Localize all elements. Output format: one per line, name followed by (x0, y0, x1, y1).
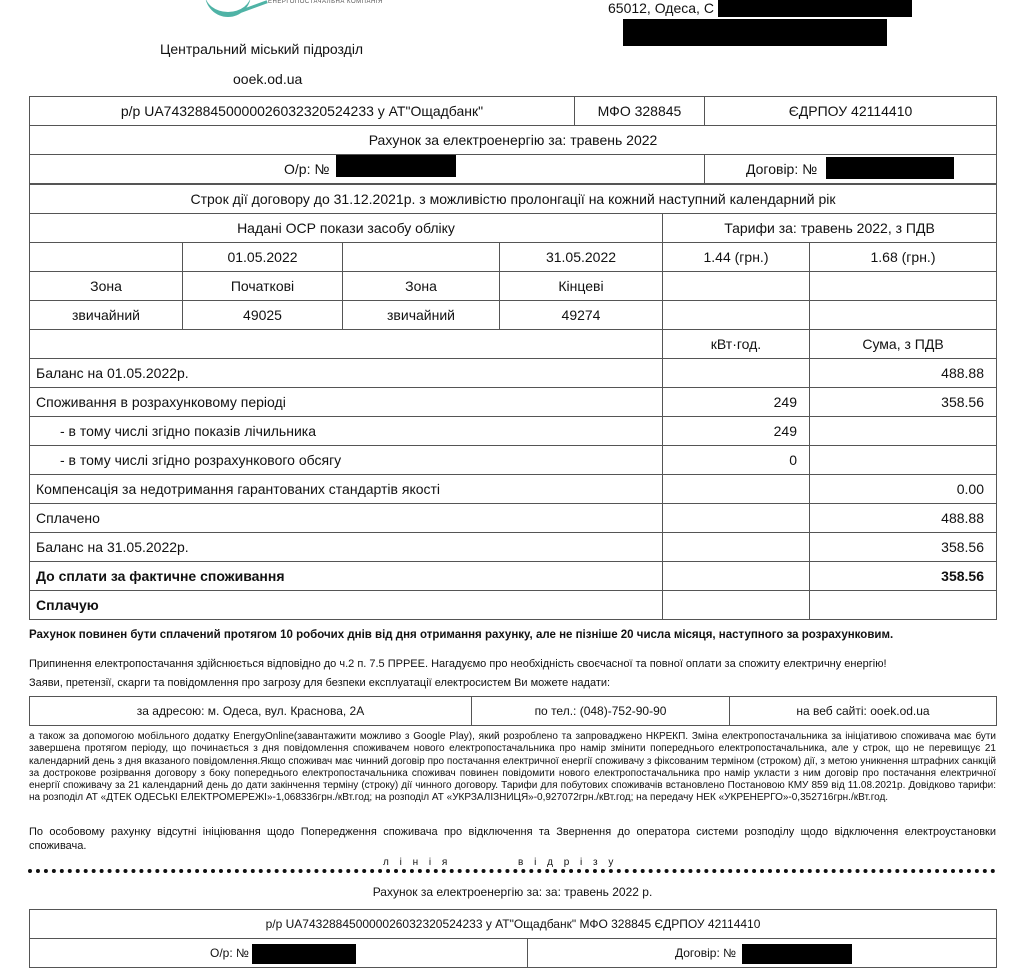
amount-due-row (30, 562, 997, 591)
summary-sum (810, 417, 997, 446)
summary-label: - в тому числі згідно розрахункового обсягу (30, 446, 663, 475)
contact-phone: по тел.: (048)-752-90-90 (472, 697, 730, 726)
tear-off-line (28, 869, 996, 873)
empty-cell (30, 243, 183, 272)
cut-line-word-1: л і н і я (383, 857, 452, 868)
contacts-table (29, 696, 997, 726)
stub-contract-label: Договір: № (675, 946, 736, 960)
summary-row (30, 504, 997, 533)
tariffs-title: Тарифи за: травень 2022, з ПДВ (663, 214, 997, 243)
summary-row (30, 446, 997, 475)
bill-title: Рахунок за електроенергію за: травень 2022 (30, 126, 997, 155)
redacted-address-2 (623, 19, 887, 46)
redacted-stub-contract (742, 944, 852, 964)
summary-label: Компенсація за недотримання гарантованих стандартів якості (30, 475, 663, 504)
zone-value-1: звичайний (30, 301, 183, 330)
reading-end-date: 31.05.2022 (500, 243, 663, 272)
empty-cell (30, 330, 663, 359)
summary-row (30, 388, 997, 417)
summary-kwh (663, 504, 810, 533)
redacted-contract-number (826, 157, 954, 179)
readings-title: Надані ОСР покази засобу обліку (30, 214, 663, 243)
tariff-2: 1.68 (грн.) (810, 243, 997, 272)
pay-row (30, 591, 997, 620)
summary-sum: 358.56 (810, 388, 997, 417)
cutoff-notice: Припинення електропостачання здійснюється відповідно до ч.2 п. 7.5 ПРРЕЕ. Нагадуємо про необхідність своєчасної та повної оплати за спожиту електричну енергію! (29, 658, 887, 670)
redacted-address (718, 0, 912, 17)
reading-start-date: 01.05.2022 (183, 243, 343, 272)
summary-sum (810, 446, 997, 475)
summary-sum: 0.00 (810, 475, 997, 504)
final-header: Кінцеві (500, 272, 663, 301)
summary-kwh (663, 475, 810, 504)
stub-bank-line: р/р UA743288450000026032320524233 у АТ"Ощадбанк" МФО 328845 ЄДРПОУ 42114410 (30, 910, 997, 939)
redacted-account-number (336, 155, 456, 177)
summary-label: - в тому числі згідно показів лічильника (30, 417, 663, 446)
summary-kwh: 0 (663, 446, 810, 475)
zone-header-2: Зона (343, 272, 500, 301)
summary-sum: 488.88 (810, 359, 997, 388)
summary-label: Споживання в розрахунковому періоді (30, 388, 663, 417)
summary-row (30, 359, 997, 388)
claims-notice: Заяви, претензії, скарги та повідомлення про загрозу для безпеки експлуатації електросистем Ви можете надати: (29, 677, 611, 689)
empty-cell (343, 243, 500, 272)
empty-cell (810, 301, 997, 330)
summary-kwh: 249 (663, 417, 810, 446)
kwh-column-header: кВт·год. (663, 330, 810, 359)
account-number-label: О/р: № (284, 161, 330, 177)
app-and-supplier-info: а також за допомогою мобільного додатку EnergyOnline(завантажити можливо з Google Play), який розроблено та запроваджено НКРЕКП. Зміна електропостачальника за ініціативою споживача має бути завершена протягом періоду, що починається з дня повідомлення споживачем нового електропостачальника про намір змінити попереднього електропостачальника, але у строк, що не перевищує 21 календарний день з дня вказаного повідомлення.Якщо споживач має чинний договір про постачання електричної енергії споживачу з фіксованим терміном (строком) дії, з метою уникнення штрафних санкцій за дострокове розірвання договору з боку попереднього електропостачальника споживач повинен повідомити нового електропостачальника про намір укласти з ним договір про постачання електричної енергії споживачу за 21 календарний день до дати закінчення терміну (строку) дії чинного договору. Тарифи для побутових споживачів встановлено Постановою КМУ 859 від 11.08.2021р. Довідково тарифи: на розподіл АТ «ДТЕК ОДЕСЬКІ ЕЛЕКТРОМЕРЕЖІ»-1,068336грн./кВт.год; на розподіл АТ «УКРЗАЛІЗНИЦЯ»-0,927072грн./кВт.год; на передачу НЕК «УКРЕНЕРГО»-0,352716грн./кВт.год. (29, 731, 996, 804)
summary-label: Баланс на 01.05.2022р. (30, 359, 663, 388)
cut-line-word-2: в і д р і з у (518, 857, 618, 868)
summary-row (30, 533, 997, 562)
summary-label: Баланс на 31.05.2022р. (30, 533, 663, 562)
contract-term: Строк дії договору до 31.12.2021р. з можливістю пролонгації на кожний наступний календарний рік (30, 185, 997, 214)
summary-row (30, 475, 997, 504)
tariff-1: 1.44 (грн.) (663, 243, 810, 272)
summary-row (30, 417, 997, 446)
summary-sum: 358.56 (810, 533, 997, 562)
initial-header: Початкові (183, 272, 343, 301)
amount-due-label: До сплати за фактичне споживання (30, 562, 663, 591)
bank-mfo: МФО 328845 (575, 97, 705, 126)
summary-kwh (663, 359, 810, 388)
sum-column-header: Сума, з ПДВ (810, 330, 997, 359)
summary-kwh: 249 (663, 388, 810, 417)
summary-sum: 488.88 (810, 504, 997, 533)
summary-kwh (663, 533, 810, 562)
summary-kwh (663, 562, 810, 591)
amount-due-value: 358.56 (810, 562, 997, 591)
redacted-stub-account (252, 944, 356, 964)
pay-label: Сплачую (30, 591, 663, 620)
zone-header-1: Зона (30, 272, 183, 301)
contact-address: за адресою: м. Одеса, вул. Краснова, 2А (30, 697, 472, 726)
pay-kwh-field (663, 591, 810, 620)
pay-amount-field (810, 591, 997, 620)
empty-cell (663, 272, 810, 301)
no-warning-notice: По особовому рахунку відсутні ініціювання щодо Попередження споживача про відключення та Звернення до оператора системи розподілу щодо відключення електроустановки споживача. (29, 826, 996, 852)
division-name: Центральний міський підрозділ (160, 41, 364, 57)
stub-account-label: О/р: № (210, 946, 249, 960)
company-website: ooek.od.ua (233, 71, 303, 87)
zone-value-2: звичайний (343, 301, 500, 330)
summary-label: Сплачено (30, 504, 663, 533)
bank-account: р/р UA743288450000026032320524233 у АТ"Ощадбанк" (30, 97, 575, 126)
payment-terms: Рахунок повинен бути сплачений протягом 10 робочих днів від дня отримання рахунку, але не пізніше 20 числа місяця, наступного за розрахунковим. (29, 629, 894, 641)
empty-cell (663, 301, 810, 330)
final-reading: 49274 (500, 301, 663, 330)
bill-details-table (29, 184, 997, 620)
company-edrpou: ЄДРПОУ 42114410 (705, 97, 997, 126)
logo-tagline: ЕНЕРГОПОСТАЧАЛЬНА КОМПАНІЯ (268, 0, 383, 5)
contract-number-label: Договір: № (746, 161, 818, 177)
empty-cell (810, 272, 997, 301)
contact-website: на веб сайті: ooek.od.ua (730, 697, 997, 726)
stub-title: Рахунок за електроенергію за: за: травень 2022 р. (372, 885, 653, 899)
initial-reading: 49025 (183, 301, 343, 330)
customer-address: 65012, Одеса, С (608, 0, 714, 16)
